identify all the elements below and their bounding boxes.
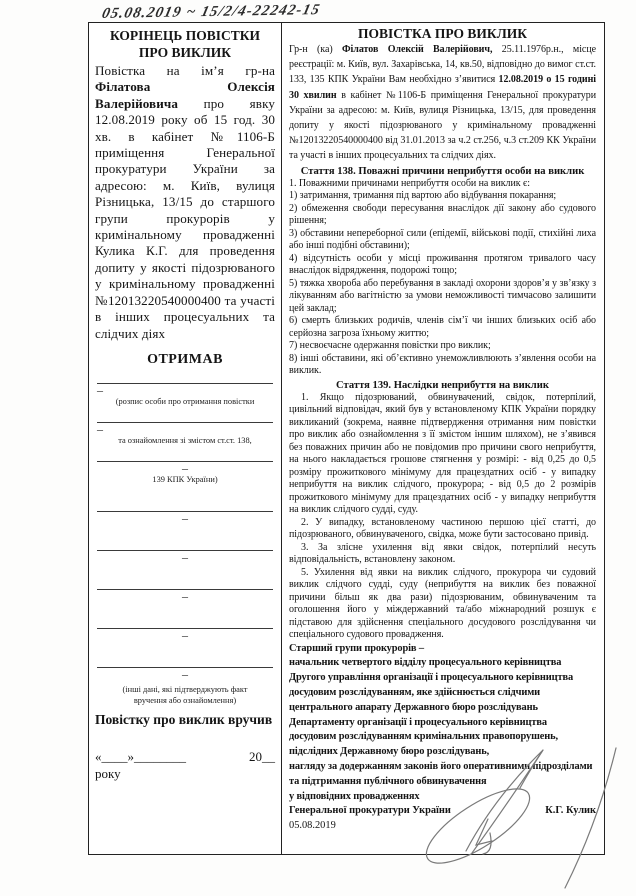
summons-stub-column bbox=[89, 23, 282, 854]
article-139-paragraph: 3. За злісне ухилення від явки свідок, потерпілий несуть відповідальність, встановлену законом. bbox=[289, 541, 596, 566]
article-138-item: 4) відсутність особи у місці проживання протягом тривалого часу внаслідок відрядження, подорожі тощо; bbox=[289, 252, 596, 277]
article-138-item: 6) смерть близьких родичів, членів сім’ї чи інших близьких осіб або серйозна загроза їхньому життю; bbox=[289, 315, 596, 339]
date-blank: «____»________ bbox=[95, 748, 186, 764]
signoff-line: та підтримання публічного обвинувачення bbox=[289, 775, 487, 787]
summons-intro-paragraph bbox=[289, 42, 596, 164]
stub-title: КОРІНЕЦЬ ПОВІСТКИ ПРО ВИКЛИК bbox=[109, 28, 261, 60]
article-138-item: 2) обмеження свободи пересування внаслідок дії закону або судового рішення; bbox=[289, 202, 596, 227]
article-138-item: 7) несвоєчасне одержання повістки про виклик; bbox=[289, 340, 491, 352]
stub-body-rest: про явку 12.08.2019 року об 15 год. 30 хв. в кабінет №1106-Б приміщення Генеральної прокуратури України за адресою: м. Київ, вулиця Різницька, 13/15 до старшого групи прокурорів у кримінальному провадженні Кулика К.Г. для проведення допиту у якості підозрюваного у кримінальному провадженні №12013220540000400 та участі в інших процесуальних та слідчих діях bbox=[95, 95, 275, 341]
appearance-datetime: 12.08.2019 о 15 годині 30 хвилин bbox=[289, 74, 597, 101]
dash-mark: – bbox=[182, 627, 188, 642]
signoff-line: Старший групи прокурорів – bbox=[289, 642, 424, 654]
article-138-heading: Стаття 138. Поважні причини неприбуття особи на виклик bbox=[300, 165, 585, 177]
article-138-item: 8) інші обставини, які об’єктивно унеможливлюють з’явлення особи на виклик. bbox=[289, 352, 596, 377]
dash-mark: – bbox=[182, 460, 188, 475]
article-139-paragraph: 5. Ухилення від явки на виклик слідчого, прокурора чи судовий виклик слідчого судді, суду (неприбуття на виклик без поважної причини більш як два рази) підозрюваним, обвинуваченим та оголошення його у міждержавний та/або міжнародний розшук є підставою для здійснення спеціального досудового розслідування чи спеціального судового провадження. bbox=[289, 566, 596, 641]
other-data-caption: (інші дані, які підтверджують факт bbox=[122, 684, 248, 694]
summons-title: ПОВІСТКА ПРО ВИКЛИК bbox=[357, 26, 528, 41]
document-date: 05.08.2019 bbox=[289, 820, 336, 832]
blank-line-group bbox=[95, 589, 275, 602]
dash-mark: – bbox=[182, 666, 188, 681]
stub-body-lead: Повістка на ім’я гр-на bbox=[95, 63, 275, 78]
year-blank: 20__ bbox=[249, 748, 275, 764]
signoff-line: начальник четвертого відділу процесуального керівництва bbox=[289, 657, 562, 669]
article-138-item: 3) обставини непереборної сили (епідемії, військові події, стихійні лиха або інші подібні обставини); bbox=[289, 227, 596, 252]
blank-line-group bbox=[95, 667, 275, 680]
delivered-by-label: Повістку про виклик вручив bbox=[95, 711, 273, 727]
article-139-paragraph: 1. Якщо підозрюваний, обвинувачений, свідок, потерпілий, цивільний відповідач, який був у встановленому КПК України порядку викликаний (зокрема, наявне підтвердження отримання ним повістки про виклик або ознайомлення з її змістом іншим шляхом), не з’явився без поважних причин або не повідомив про причини свого неприбуття, на нього накладається грошове стягнення у розмірі: - від 0,25 до 0,5 розміру прожиткового мінімуму для працездатних осіб - у випадку неприбуття на виклик слідчого, прокурора; - від 0,5 до 2 розмірів прожиткового мінімуму для працездатних осіб - у випадку неприбуття на виклик слідчого судді, суду. bbox=[289, 391, 596, 516]
handwritten-registry-note: 05.08.2019 ~ 15/2/4-22242-15 bbox=[100, 2, 322, 22]
blank-line-group bbox=[95, 550, 275, 563]
article-138-lead: 1. Поважними причинами неприбуття особи на виклик є: bbox=[289, 177, 531, 189]
blank-line-group bbox=[95, 511, 275, 524]
signature-caption: (розпис особи про отримання повістки bbox=[115, 396, 255, 406]
summons-document bbox=[88, 22, 605, 855]
signature-caption: 139 КПК України) bbox=[152, 474, 218, 484]
signature-line-group bbox=[95, 422, 275, 446]
signoff-line: у відповідних провадженнях bbox=[289, 790, 420, 802]
summons-main-column bbox=[282, 23, 604, 854]
org-name: Генеральної прокуратури України bbox=[289, 805, 451, 817]
stub-person-name: Філатова Олексія Валерійовича bbox=[95, 79, 275, 111]
year-word: року bbox=[95, 765, 121, 781]
org-signer-row bbox=[289, 804, 596, 819]
signoff-line: Департаменту організації і процесуального керівництва bbox=[289, 716, 547, 728]
dash-mark: – bbox=[97, 421, 103, 436]
summoned-person-name: Філатов Олексій Валерійович, bbox=[342, 44, 493, 55]
intro-lead: Гр-н (ка) bbox=[289, 44, 343, 55]
article-139-paragraph: 2. У випадку, встановленому частиною першою цієї статті, до підозрюваного, обвинуваченого, свідка, може бути застосовано привід. bbox=[289, 516, 596, 541]
stub-body-paragraph bbox=[95, 63, 275, 342]
other-data-caption: вручення або ознайомлення) bbox=[133, 695, 237, 705]
signoff-line: підслідних Державному бюро розслідувань, bbox=[289, 746, 490, 758]
dash-mark: – bbox=[182, 549, 188, 564]
signoff-line: центрального апарату Державного бюро розслідувань bbox=[289, 701, 538, 713]
blank-line-group bbox=[95, 628, 275, 641]
dash-mark: – bbox=[182, 510, 188, 525]
signoff-line: Другого управління організації і процесуального керівництва bbox=[289, 672, 574, 684]
received-heading: ОТРИМАВ bbox=[147, 351, 223, 367]
signoff-line: нагляду за додержанням законів його оперативними підрозділами bbox=[289, 761, 593, 772]
signoff-line: досудовим розслідуванням кримінальних правопорушень, bbox=[289, 731, 558, 743]
article-138-item: 1) затримання, тримання під вартою або відбування покарання; bbox=[289, 190, 557, 202]
dash-mark: – bbox=[182, 588, 188, 603]
dash-mark: – bbox=[97, 382, 103, 397]
signature-line-group bbox=[95, 461, 275, 485]
delivery-date-row bbox=[95, 749, 275, 765]
signature-line-group bbox=[95, 383, 275, 407]
intro-mid: 25.11.1976р.н., місце реєстрації: м. Київ, вул. Захарівська, 14, кв.50, відповідно до вимог ст.ст. 133, 135 КПК України Вам необхідно з’явитися bbox=[289, 44, 597, 86]
signoff-line: досудовим розслідуванням, яке здійснюється слідчими bbox=[289, 687, 541, 699]
article-138-item: 5) тяжка хвороба або перебування в закладі охорони здоров’я у зв’язку з лікуванням або вагітністю за умови неможливості тимчасово залишити цей заклад; bbox=[289, 277, 596, 314]
intro-rest: в кабінет №1106-Б приміщення Генеральної прокуратури України за адресою: м. Київ, вулиця Різницька, 13/15, для проведення допиту у якості підозрюваного у кримінальному провадженні №12013220540000400 від 31.01.2013 за ч.2 ст.256, ч.3 ст.209 КК України та участі в інших процесуальних та слідчих діях. bbox=[289, 89, 597, 162]
signature-caption: та ознайомлення зі змістом ст.ст. 138, bbox=[118, 435, 252, 445]
signer-name: К.Г. Кулик bbox=[545, 805, 596, 817]
article-139-heading: Стаття 139. Наслідки неприбуття на виклик bbox=[336, 379, 549, 391]
